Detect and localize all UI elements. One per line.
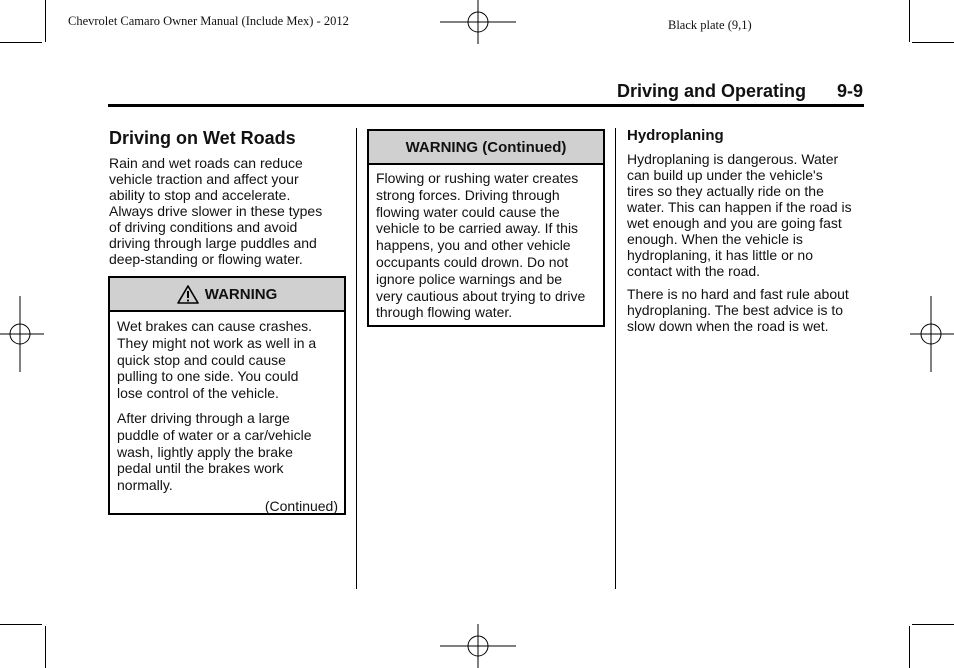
- crop-mark: [0, 42, 42, 43]
- hydroplaning-paragraph: Hydroplaning is dangerous. Water can build up under the vehicle's tires so they actually ride on the water. This can happen if the road is wet enough and you are going fast enough. When the vehicle is hydroplaning, it has little or no contact with the road.: [627, 151, 852, 279]
- crop-mark: [912, 624, 954, 625]
- warning-title: WARNING: [204, 285, 278, 303]
- hydroplaning-paragraph: There is no hard and fast rule about hydroplaning. The best advice is to slow down when the road is wet.: [627, 286, 849, 334]
- registration-mark: [0, 296, 44, 372]
- warning-paragraph: After driving through a large puddle of water or a car/vehicle wash, lightly apply the brake pedal until the brakes work normally.: [117, 409, 312, 494]
- registration-mark: [910, 296, 954, 372]
- warning-header: [369, 131, 603, 165]
- warning-box: [108, 276, 346, 515]
- heading-wet-roads: Driving on Wet Roads: [109, 128, 296, 148]
- column-3: [627, 127, 867, 334]
- crop-mark: [45, 626, 46, 668]
- intro-paragraph: Rain and wet roads can reduce vehicle traction and affect your ability to stop and accelerate. Always drive slower in these types of driving conditions and avoid driving through large puddles and deep-standing or flowing water.: [109, 155, 323, 267]
- slug-right: Black plate (9,1): [668, 18, 752, 32]
- column-divider: [615, 128, 616, 589]
- warning-title: WARNING (Continued): [405, 138, 567, 156]
- warning-paragraph: Flowing or rushing water creates strong forces. Driving through flowing water could cause the vehicle to be carried away. If this happens, you and other vehicle occupants could drown. Do not ignore police warnings and be very cautious about trying to drive through flowing water.: [376, 170, 586, 321]
- section-title: Driving and Operating: [616, 81, 806, 101]
- crop-mark: [909, 626, 910, 668]
- crop-mark: [912, 42, 954, 43]
- registration-mark: [440, 624, 516, 668]
- slug-left: Chevrolet Camaro Owner Manual (Include Mex) - 2012: [68, 14, 349, 28]
- crop-mark: [909, 0, 910, 42]
- column-divider: [356, 128, 357, 589]
- warning-header: [110, 278, 344, 312]
- continued-note: (Continued): [264, 497, 338, 514]
- page-number: 9-9: [836, 81, 863, 101]
- running-header: [108, 80, 864, 107]
- warning-triangle-icon: [177, 285, 199, 304]
- warning-body: [369, 165, 603, 325]
- heading-hydroplaning: Hydroplaning: [627, 127, 724, 144]
- column-1: [109, 128, 349, 267]
- registration-mark: [440, 0, 516, 44]
- warning-continued-box: [367, 129, 605, 327]
- warning-paragraph: Wet brakes can cause crashes. They might not work as well in a quick stop and could cause pulling to one side. You could lose control of the vehicle.: [117, 318, 317, 402]
- crop-mark: [45, 0, 46, 42]
- crop-mark: [0, 624, 42, 625]
- warning-body: [110, 312, 344, 518]
